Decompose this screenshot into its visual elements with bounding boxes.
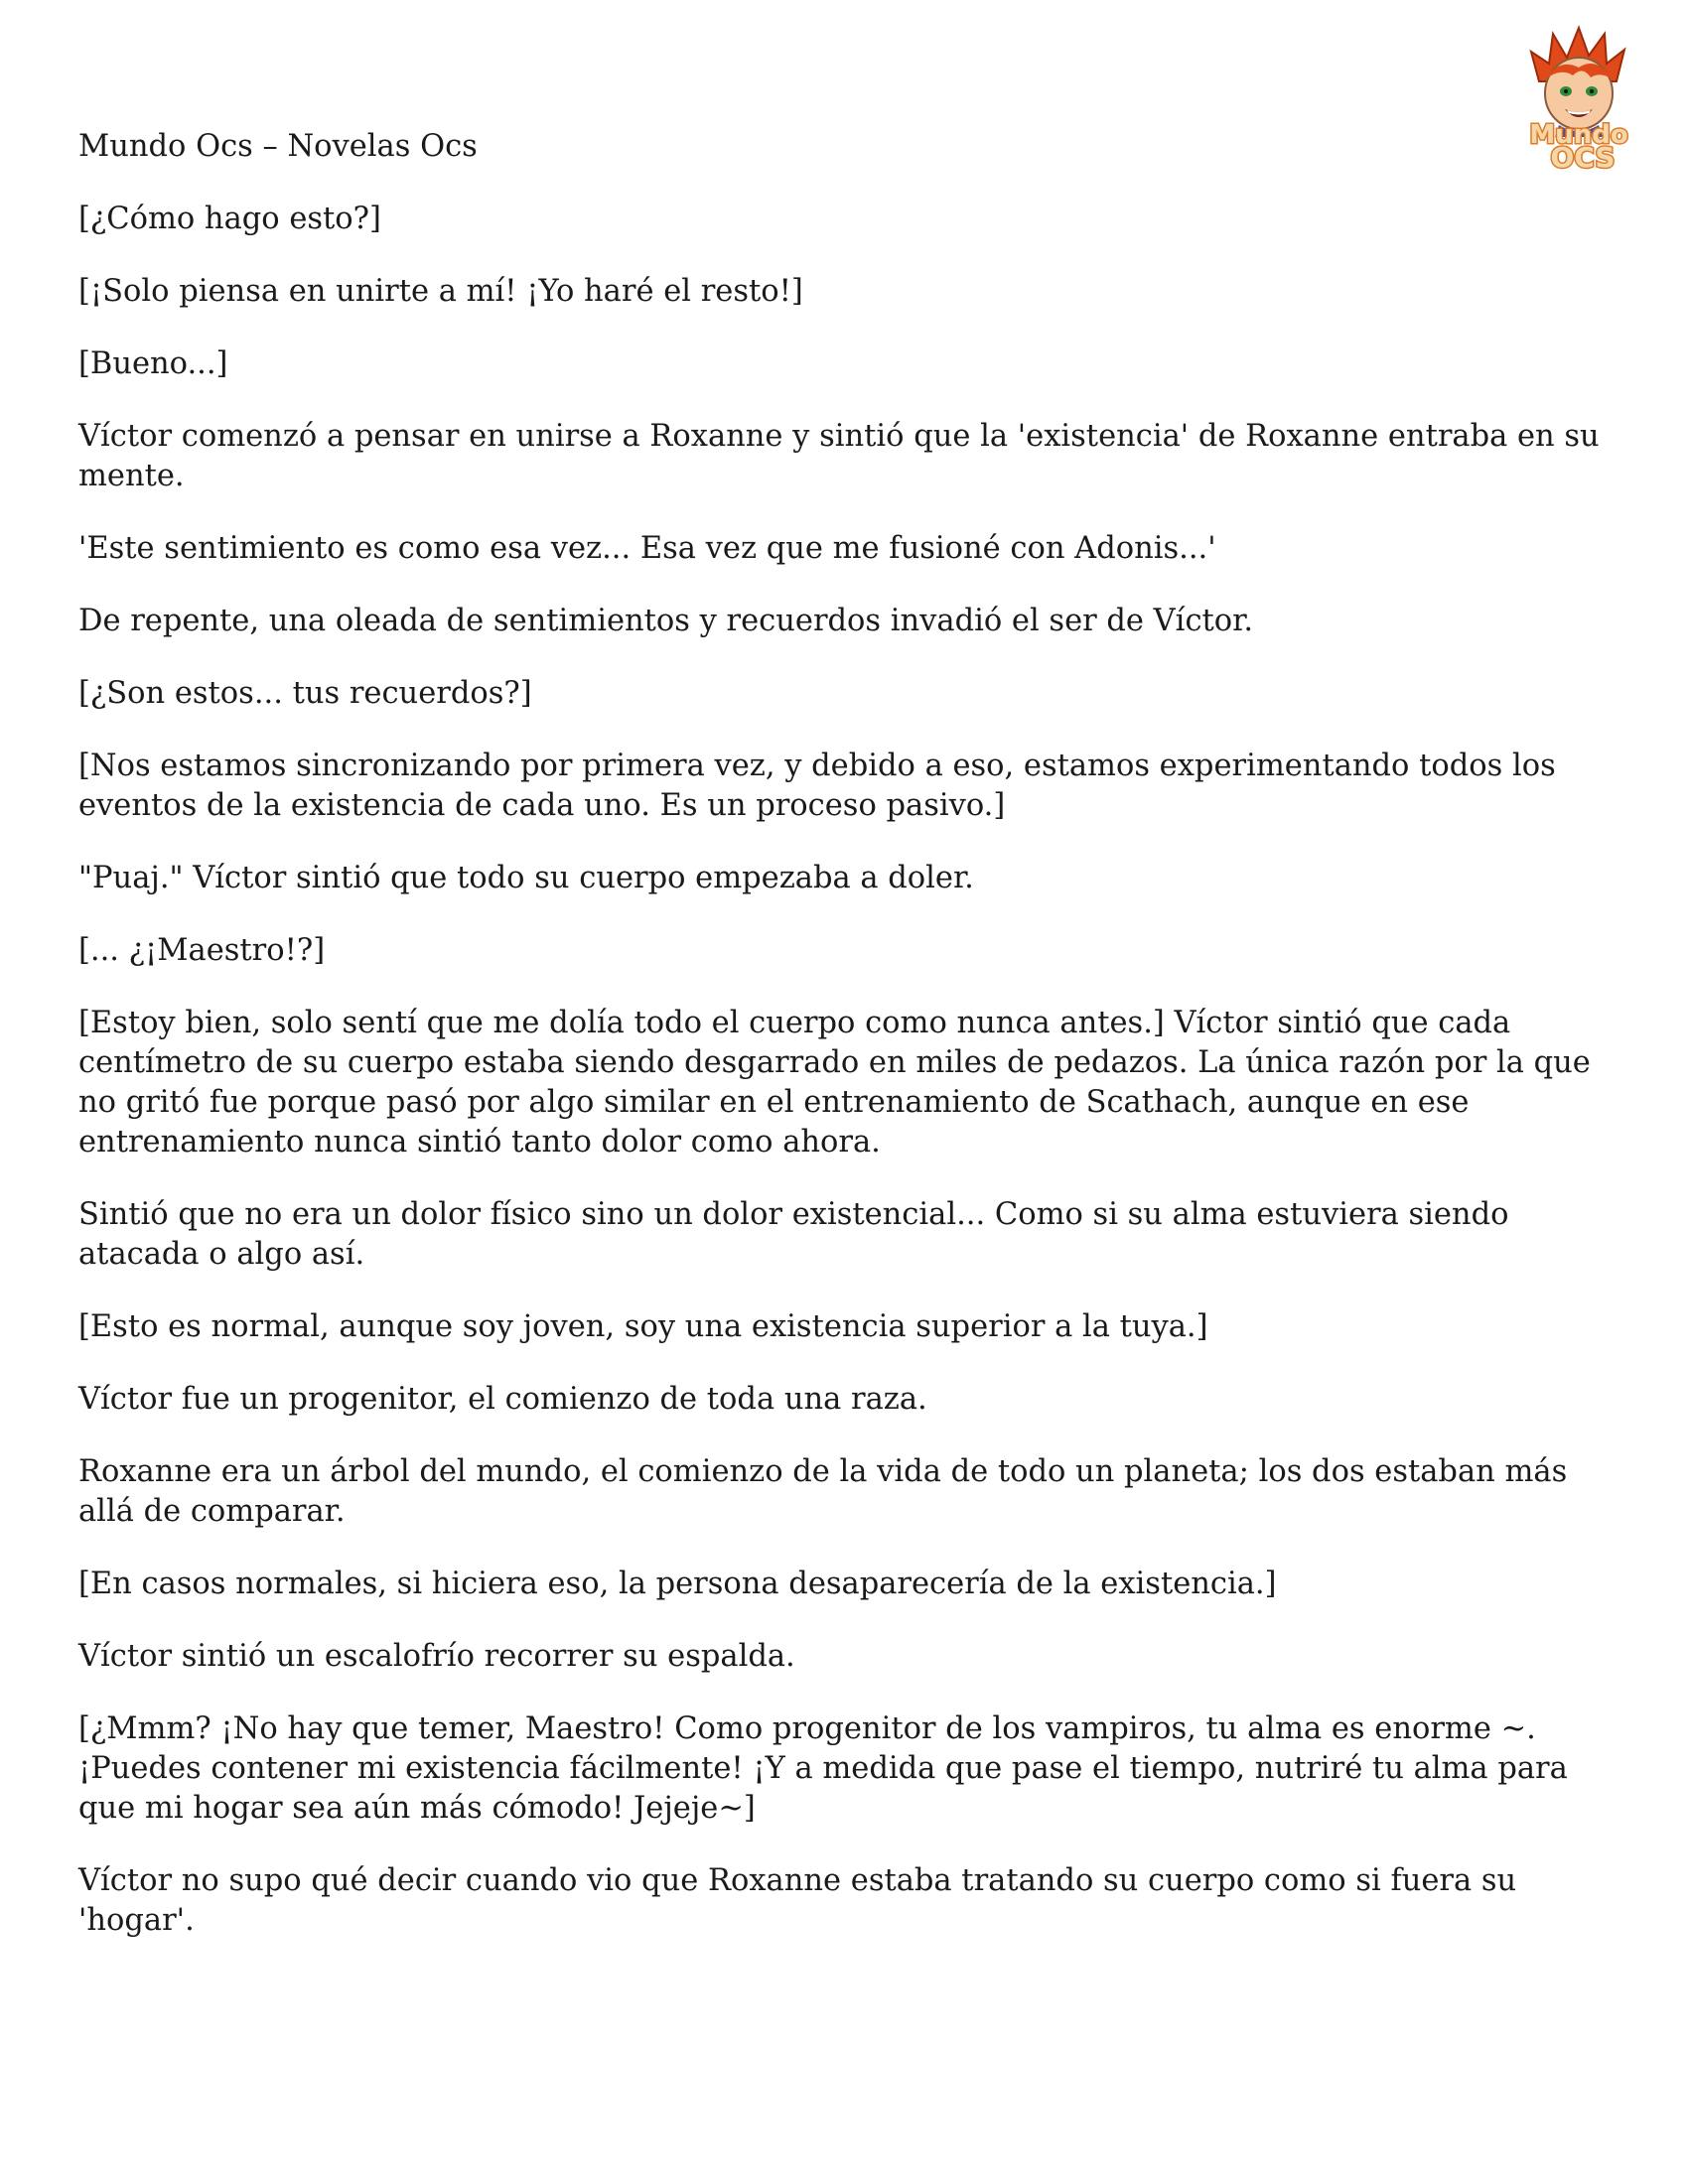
paragraph: [¿Cómo hago esto?] <box>78 202 381 236</box>
logo-text-line2: OCS <box>1550 141 1616 171</box>
paragraph: [Nos estamos sincronizando por primera vez, y debido a eso, estamos experimentando todos los eventos de la existencia de cada uno. Es un proceso pasivo.] <box>78 749 1556 823</box>
paragraph: Víctor comenzó a pensar en unirse a Roxanne y sintió que la 'existencia' de Roxanne entraba en su mente. <box>78 419 1600 493</box>
paragraph: Víctor fue un progenitor, el comienzo de toda una raza. <box>78 1382 927 1417</box>
paragraph: [¿Son estos... tus recuerdos?] <box>78 676 532 711</box>
logo-text-line1: Mundo <box>1529 120 1628 150</box>
paragraph: [Bueno...] <box>78 346 228 381</box>
paragraph: "Puaj." Víctor sintió que todo su cuerpo empezaba a doler. <box>78 861 974 895</box>
site-title: Mundo Ocs – Novelas Ocs <box>78 129 478 164</box>
paragraph: Sintió que no era un dolor físico sino un dolor existencial... Como si su alma estuviera siendo atacada o algo así. <box>78 1197 1509 1272</box>
paragraph: Roxanne era un árbol del mundo, el comienzo de la vida de todo un planeta; los dos estaban más allá de comparar. <box>78 1454 1568 1529</box>
paragraph: De repente, una oleada de sentimientos y recuerdos invadió el ser de Víctor. <box>78 604 1254 638</box>
paragraph: Víctor no supo qué decir cuando vio que Roxanne estaba tratando su cuerpo como si fuera su 'hogar'. <box>78 1863 1517 1938</box>
paragraph: [Esto es normal, aunque soy joven, soy una existencia superior a la tuya.] <box>78 1309 1208 1344</box>
paragraph: [En casos normales, si hiciera eso, la persona desaparecería de la existencia.] <box>78 1567 1277 1601</box>
paragraph: [... ¿¡Maestro!?] <box>78 933 326 968</box>
paragraph: [¿Mmm? ¡No hay que temer, Maestro! Como progenitor de los vampiros, tu alma es enorme ~. ¡Puedes contener mi existencia fácilmente! ¡Y a medida que pase el tiempo, nutriré tu alma para que mi hogar sea aún más cómodo! Jejeje~] <box>78 1711 1568 1826</box>
paragraph: Víctor sintió un escalofrío recorrer su espalda. <box>78 1639 795 1674</box>
document-body <box>78 127 1627 1974</box>
paragraph: 'Este sentimiento es como esa vez... Esa vez que me fusioné con Adonis...' <box>78 531 1216 566</box>
paragraph: [¡Solo piensa en unirte a mí! ¡Yo haré el resto!] <box>78 274 803 309</box>
paragraph: [Estoy bien, solo sentí que me dolía todo el cuerpo como nunca antes.] Víctor sintió que cada centímetro de su cuerpo estaba siendo desgarrado en miles de pedazos. La única razón por la que no gritó fue porque pasó por algo similar en el entrenamiento de Scathach, aunque en ese entrenamiento nunca sintió tanto dolor como ahora. <box>78 1006 1591 1160</box>
